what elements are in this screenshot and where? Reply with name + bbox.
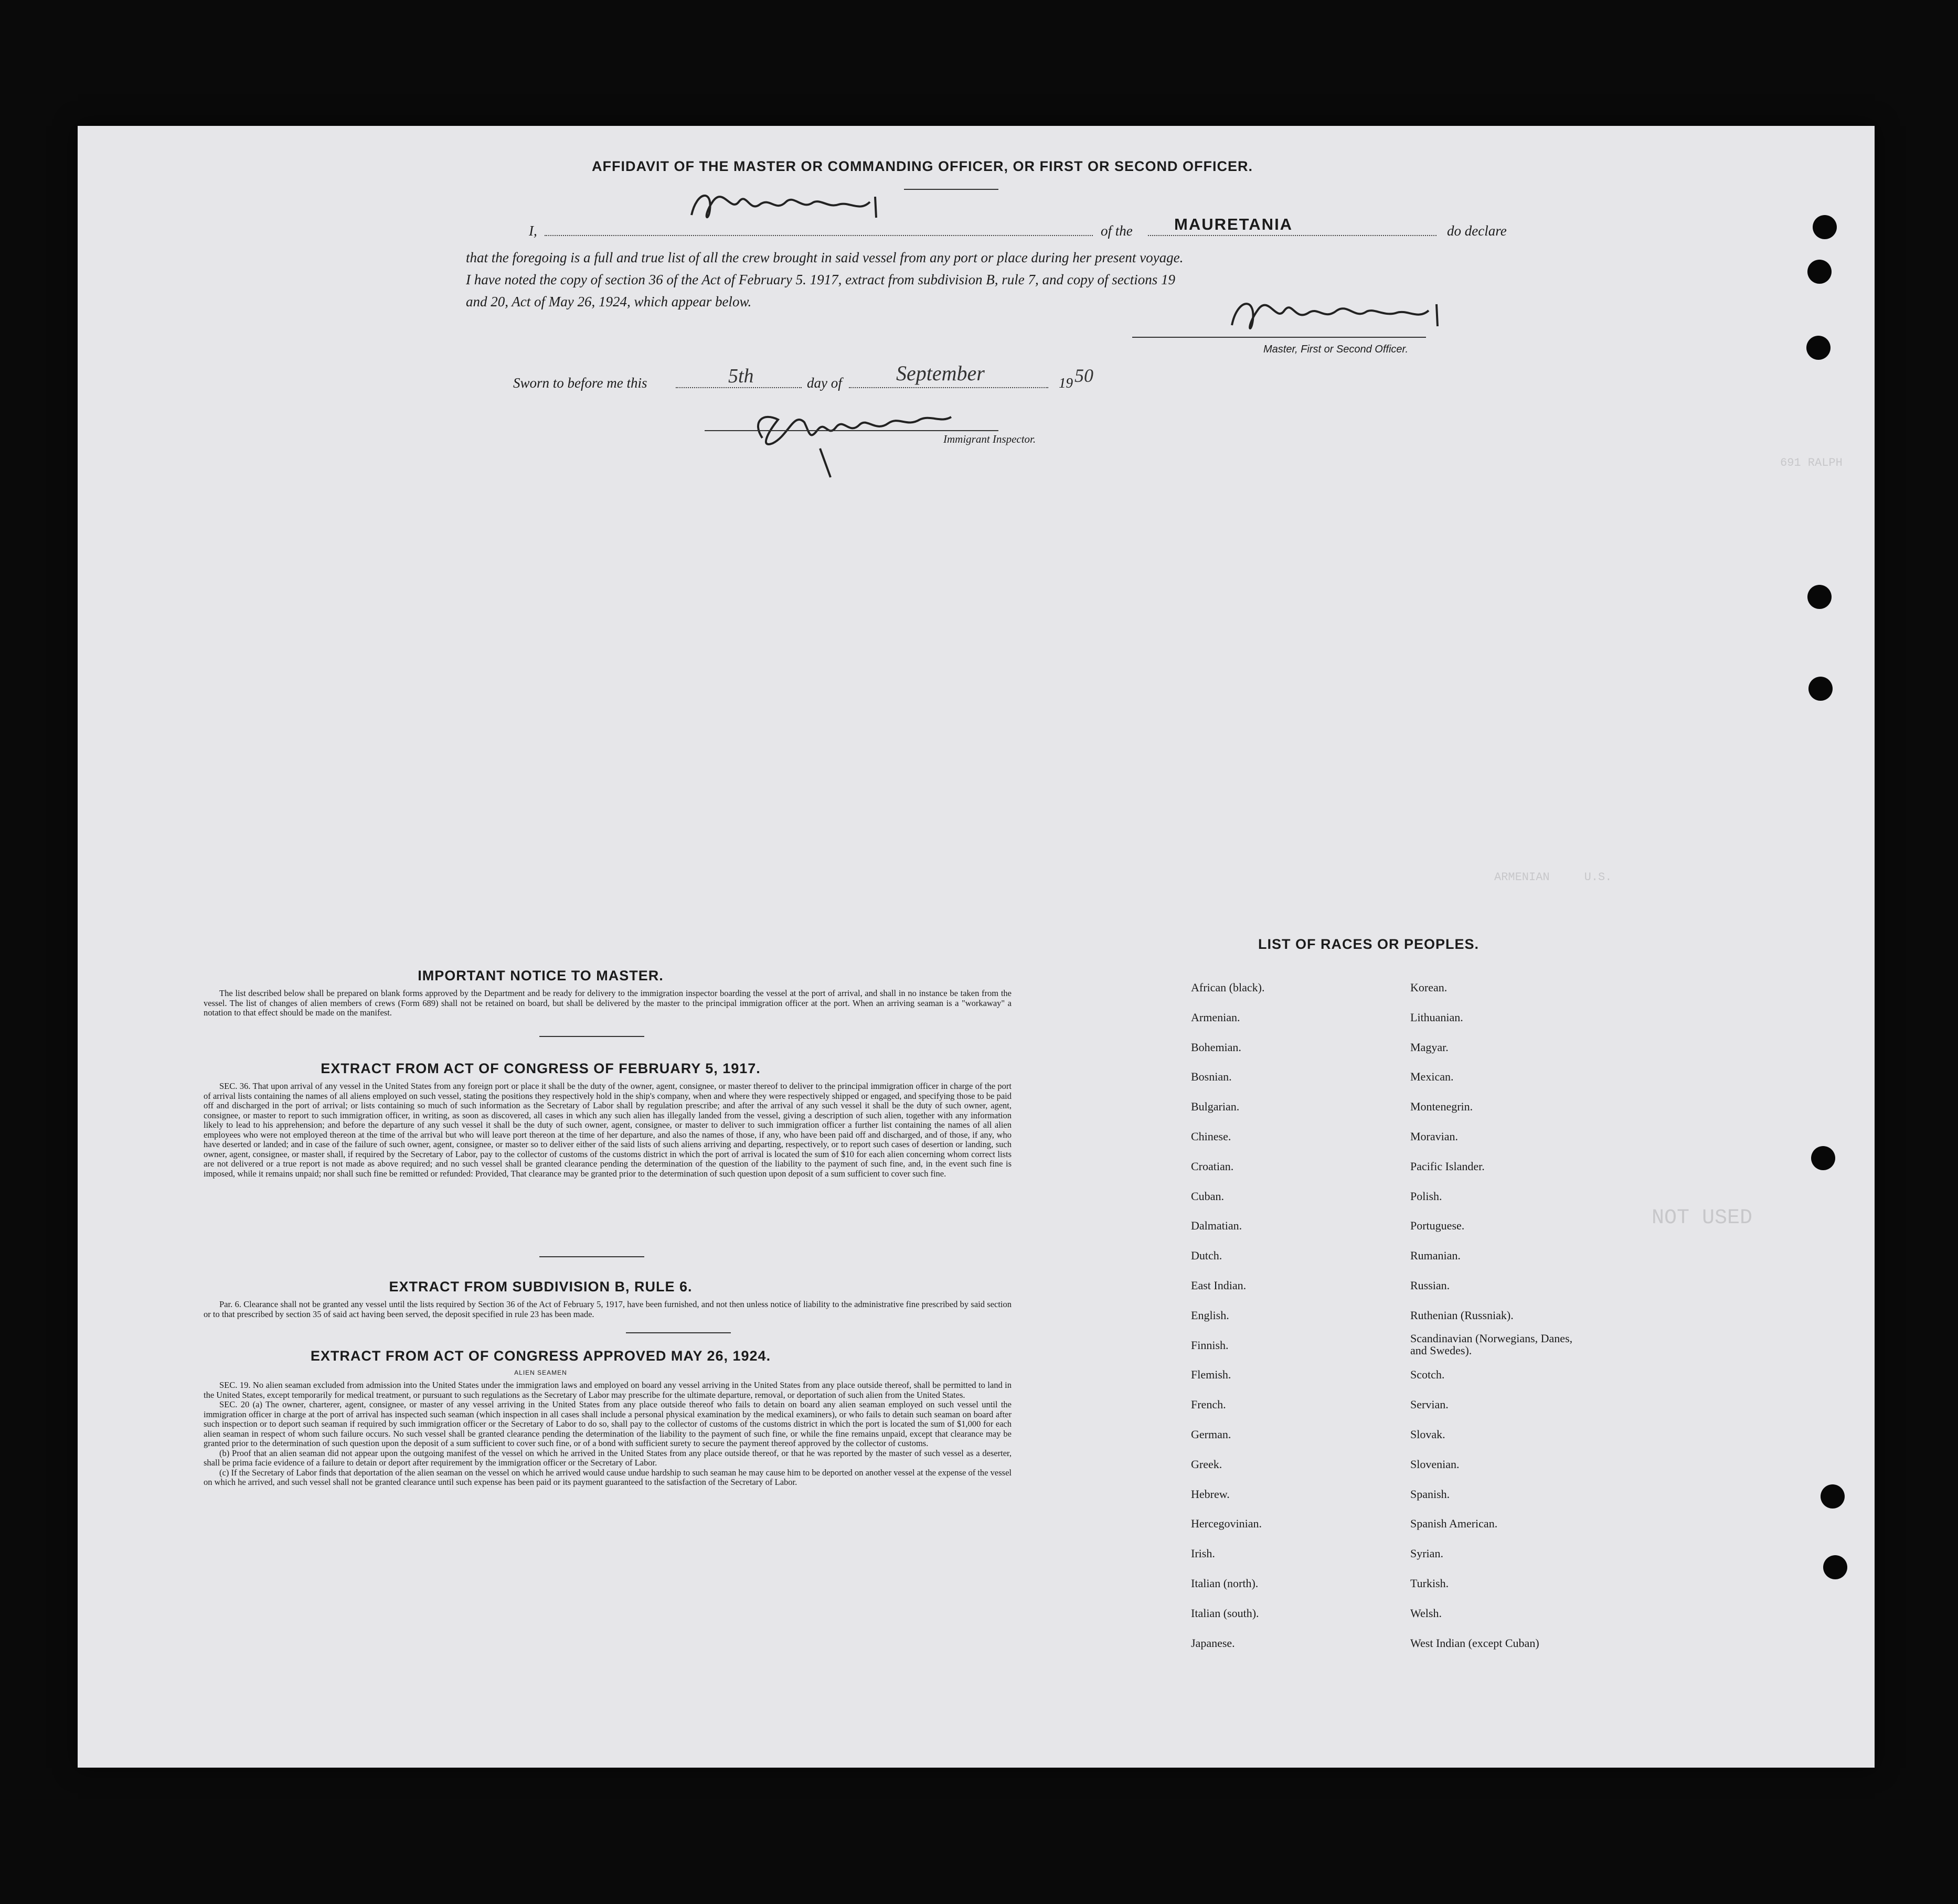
races-title: LIST OF RACES OR PEOPLES. [1258, 936, 1480, 952]
do-declare-label: do declare [1447, 223, 1507, 239]
race-item: Rumanian. [1410, 1249, 1461, 1263]
race-item: Flemish. [1191, 1368, 1231, 1382]
binder-hole [1806, 336, 1831, 360]
race-item: Servian. [1410, 1398, 1449, 1411]
extract-rule-title: EXTRACT FROM SUBDIVISION B, RULE 6. [389, 1279, 693, 1295]
race-item: Mexican. [1410, 1070, 1454, 1084]
binder-hole [1811, 1146, 1835, 1170]
i-label: I, [529, 223, 537, 239]
divider [539, 1036, 644, 1037]
bleed-through: ARMENIAN U.S. [1494, 871, 1612, 884]
inspector-signature [731, 391, 977, 480]
binder-hole [1821, 1484, 1845, 1509]
extract-rule-text [204, 1300, 1012, 1319]
race-item: Moravian. [1410, 1130, 1459, 1143]
race-item: German. [1191, 1428, 1231, 1441]
extract-1917-paragraph: SEC. 36. That upon arrival of any vessel in the United States from any foreign port or place it shall be the duty of the owner, agent, consignee, or master thereof to deliver to the principal immigration officer in charge of the port of arrival lists containing the names of all aliens employed on such vessel, stating the positions they respectively hold in the ship's company, when and where they were respectively shipped or engaged, and specifying those to be paid off and discharged in the port of arrival; or lists containing so much of such information as the Secretary of Labor shall by regulation prescribe; and after the arrival of any such vessel it shall be the duty of such owner, agent, consignee, or master to report to such immigration officer, in writing, as soon as discovered, all cases in which any such alien has illegally landed from the vessel, giving a description of such alien, together with any information likely to lead to his apprehension; and before the departure of any such vessel it shall be the duty of such owner, agent, consignee, or master to deliver to such immigration officer a further list containing the names of all alien employees who were not employed thereon at the time of the arrival but who will leave port thereon at the time of her departure, and also the names of those, if any, who have been paid off and discharged, and of those, if any, who have deserted or landed; and in case of the failure of such owner, agent, consignee, or master so to deliver either of the said lists of such aliens arriving and departing, respectively, or to report such cases of desertion or landing, such owner, agent, consignee, or master shall, if required by the Secretary of Labor, pay to the collector of customs of the customs district in which the port of arrival is located the sum of $10 for each alien concerning whom correct lists are not delivered or a true report is not made as above required; and no such vessel shall be granted clearance pending the determination of the question of the liability to the payment of such fine, and, in the event such fine is imposed, while it remains unpaid; nor shall such fine be remitted or refunded: Provided, That clearance may be granted prior to the determination of such question upon deposit of a sum sufficient to cover such fine. [204, 1081, 1012, 1179]
extract-1917-title: EXTRACT FROM ACT OF CONGRESS OF FEBRUARY 5, 1917. [321, 1061, 761, 1076]
extract-1924-text [204, 1381, 1012, 1488]
divider [626, 1332, 731, 1333]
extract-1917-text [204, 1082, 1012, 1179]
affidavit-title: AFFIDAVIT OF THE MASTER OR COMMANDING OFFICER, OR FIRST OR SECOND OFFICER. [592, 158, 1253, 174]
race-item: Welsh. [1410, 1606, 1442, 1620]
signature-line [1132, 337, 1426, 338]
extract-1924-subtitle: ALIEN SEAMEN [514, 1369, 567, 1376]
year-prefix: 19 [1059, 375, 1073, 391]
race-item: Hebrew. [1191, 1487, 1230, 1501]
race-item: Greek. [1191, 1457, 1222, 1471]
name-field-line [545, 235, 1093, 236]
day-of-label: day of [807, 375, 842, 391]
inspector-line [705, 430, 998, 431]
vessel-name: MAURETANIA [1174, 215, 1293, 233]
inspector-caption: Immigrant Inspector. [943, 433, 1036, 445]
sworn-label: Sworn to before me this [513, 375, 647, 391]
race-item: Montenegrin. [1410, 1100, 1473, 1114]
race-item: Dalmatian. [1191, 1219, 1242, 1233]
divider [539, 1256, 644, 1257]
binder-hole [1823, 1555, 1847, 1579]
month-field-line [849, 387, 1048, 388]
race-item: Syrian. [1410, 1547, 1443, 1560]
race-item: Spanish American. [1410, 1517, 1498, 1531]
race-item: Magyar. [1410, 1040, 1449, 1054]
race-item: Armenian. [1191, 1010, 1240, 1024]
race-item: Korean. [1410, 981, 1448, 994]
race-item: English. [1191, 1308, 1229, 1322]
master-signature [681, 181, 901, 233]
race-item: Japanese. [1191, 1636, 1235, 1650]
of-the-label: of the [1101, 223, 1133, 239]
race-item: Spanish. [1410, 1487, 1450, 1501]
race-item: Lithuanian. [1410, 1010, 1463, 1024]
manifest-page [78, 126, 1875, 1768]
race-item: Ruthenian (Russniak). [1410, 1308, 1514, 1322]
bleed-through: NOT USED [1652, 1206, 1753, 1230]
sworn-day: 5th [728, 365, 754, 387]
race-item: Irish. [1191, 1547, 1215, 1560]
declaration-line-3: I have noted the copy of section 36 of the Act of February 5. 1917, extract from subdivision B, rule 7, and copy of sections 19 [466, 272, 1175, 287]
year-suffix: 50 [1074, 365, 1093, 386]
sec-20b-paragraph: (b) Proof that an alien seaman did not appear upon the outgoing manifest of the vessel on which he arrived in the United States from any place outside thereof, or that he was reported by the master of such vessel as a deserter, shall be prima facie evidence of a failure to detain or deport after requirement by the immigration officer or the Secretary of Labor. [204, 1448, 1012, 1468]
declaration-line-4: and 20, Act of May 26, 1924, which appear below. [466, 294, 752, 309]
race-item: French. [1191, 1398, 1226, 1411]
declaration-line-2: that the foregoing is a full and true list of all the crew brought in said vessel from any port or place during her present voyage. [466, 250, 1184, 265]
race-item: Slovenian. [1410, 1457, 1460, 1471]
race-item: Croatian. [1191, 1159, 1234, 1173]
binder-hole [1807, 260, 1832, 284]
binder-hole [1807, 585, 1832, 609]
bleed-through: 691 RALPH [1780, 456, 1843, 469]
race-item: Hercegovinian. [1191, 1517, 1262, 1531]
master-caption: Master, First or Second Officer. [1263, 344, 1409, 355]
race-item: West Indian (except Cuban) [1410, 1636, 1539, 1650]
race-item: Chinese. [1191, 1130, 1231, 1143]
sec-20c-paragraph: (c) If the Secretary of Labor finds that deportation of the alien seaman on the vessel on which he arrived would cause undue hardship to such seaman he may cause him to be deported on another vessel at the expense of the vessel on which he arrived, and such vessel shall not be granted clearance until such expense has been paid or its payment guaranteed to the satisfaction of the Secretary of Labor. [204, 1467, 1012, 1487]
race-item: Slovak. [1410, 1428, 1445, 1441]
race-item: Turkish. [1410, 1577, 1449, 1590]
race-item: Dutch. [1191, 1249, 1222, 1263]
sworn-month: September [896, 361, 985, 385]
race-item: Scandinavian (Norwegians, Danes, and Swedes). [1410, 1331, 1573, 1357]
extract-rule-paragraph: Par. 6. Clearance shall not be granted any vessel until the lists required by Section 36 of the Act of February 5, 1917, have been furnished, and not then unless notice of liability to the administrative fine prescribed by said section or to that prescribed by section 35 of said act having been served, the deposit specified in rule 23 has been made. [204, 1299, 1012, 1319]
race-item: East Indian. [1191, 1279, 1247, 1292]
race-item: Finnish. [1191, 1338, 1229, 1352]
sec-20a-paragraph: SEC. 20 (a) The owner, charterer, agent, consignee, or master of any vessel arriving in the United States from any place outside thereof who fails to detain on board any alien seaman employed on such vessel until the immigration officer in charge at the port of arrival has inspected such seaman (which inspection in all cases shall include a personal physical examination by the medical examiners), or who fails to detain such seaman on board after such inspection or to deport such seaman if required by such immigration officer or the Secretary of Labor to do so, shall pay to the collector of customs of the customs district in which the port is located the sum of $1,000 for each alien seaman in respect of whom such failure occurs. No such vessel shall be granted clearance pending the determination of the liability to the payment of such fine, or while the fine remains unpaid, except that clearance may be granted prior to the determination of such question upon the deposit of a sum sufficient to cover such fine, or of a bond with sufficient surety to secure the payment thereof approved by the collector of customs. [204, 1399, 1012, 1448]
race-item: Bohemian. [1191, 1040, 1241, 1054]
divider [904, 189, 998, 190]
race-item: Cuban. [1191, 1189, 1224, 1203]
race-item: Pacific Islander. [1410, 1159, 1485, 1173]
race-item: Bosnian. [1191, 1070, 1232, 1084]
binder-hole [1813, 215, 1837, 239]
notice-text [204, 989, 1012, 1018]
extract-1924-title: EXTRACT FROM ACT OF CONGRESS APPROVED MAY 26, 1924. [310, 1348, 771, 1364]
vessel-field-line [1148, 235, 1436, 236]
sec-19-paragraph: SEC. 19. No alien seaman excluded from admission into the United States under the immigration laws and employed on board any vessel arriving in the United States from any place outside thereof, shall be permitted to land in the United States, except temporarily for medical treatment, or pursuant to such regulations as the Secretary of Labor may prescribe for the ultimate departure, removal, or deportation of such alien from the United States. [204, 1380, 1012, 1400]
race-item: Polish. [1410, 1189, 1442, 1203]
notice-title: IMPORTANT NOTICE TO MASTER. [418, 968, 664, 983]
race-item: Portuguese. [1410, 1219, 1465, 1233]
race-item: African (black). [1191, 981, 1265, 994]
binder-hole [1808, 677, 1833, 701]
notice-paragraph: The list described below shall be prepared on blank forms approved by the Department and be ready for delivery to the immigration inspector boarding the vessel at the port of arrival, and shall in no instance be taken from the vessel. The list of changes of alien members of crews (Form 689) shall not be retained on board, but shall be delivered by the master to the principal immigration officer at the port. When an arriving seaman is a "workaway" a notation to that effect should be made on the manifest. [204, 988, 1012, 1018]
race-item: Scotch. [1410, 1368, 1445, 1382]
race-item: Italian (north). [1191, 1577, 1259, 1590]
race-item: Bulgarian. [1191, 1100, 1240, 1114]
race-item: Russian. [1410, 1279, 1450, 1292]
race-item: Italian (south). [1191, 1606, 1259, 1620]
